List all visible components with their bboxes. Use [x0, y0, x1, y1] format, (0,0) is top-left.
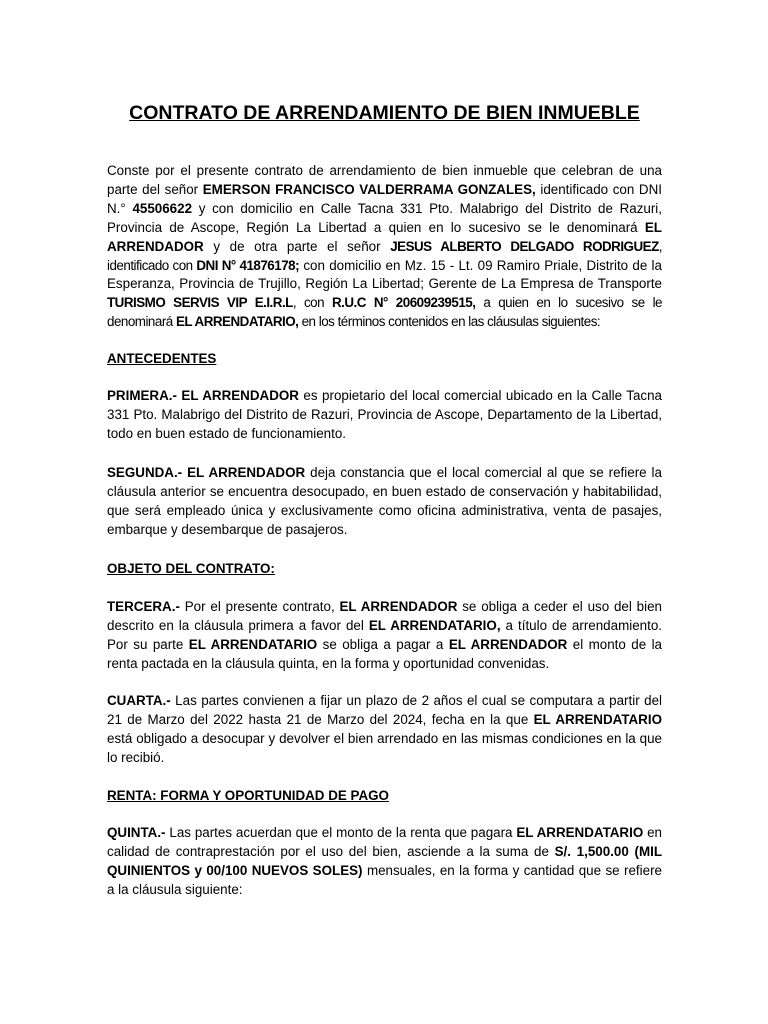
clause-segunda-label: SEGUNDA.- EL ARRENDADOR [107, 465, 306, 480]
heading-antecedentes: ANTECEDENTES [107, 351, 217, 366]
rent-amount: S/. 1,500.00 (MIL QUINIENTOS y 00/100 NUEVOS SOLES) [107, 843, 663, 878]
company-name: TURISMO SERVIS VIP E.I.R.L [107, 295, 293, 311]
clause-cuarta-text-2: está obligado a desocupar y devolver el bien arrendado en las mismas condiciones en la que lo recibió. [107, 730, 662, 765]
clause-quinta-text-2: en calidad de contraprestación por el uso del bien, asciende a la suma de [107, 825, 662, 859]
intro-text-3: y con domicilio en Calle Tacna 331 Pto. Malabrigo del Distrito de Razuri, Provincia de Ascope, Región La Libertad a quien en lo sucesivo se le denominará [107, 200, 662, 235]
intro-text-9: en los términos contenidos en las cláusulas siguientes: [298, 314, 601, 330]
intro-text-8: a quien en lo sucesivo se le denominará [107, 295, 662, 330]
intro-text-6: con domicilio en Mz. 15 - Lt. 09 Ramiro Priale, Distrito de la Esperanza, Provincia de Trujillo, Región La Libertad; Gerente de La Empresa de Transporte [107, 257, 662, 292]
intro-paragraph [107, 162, 662, 332]
intro-text-4: y de otra parte el señor [203, 238, 391, 254]
landlord-role: EL ARRENDADOR [107, 219, 662, 254]
intro-text-1: Conste por el presente contrato de arrendamiento de bien inmueble que celebran de una parte del señor [107, 163, 662, 197]
tenant-name: JESUS ALBERTO DELGADO RODRIGUEZ [390, 238, 659, 254]
tenant-dni: DNI N° 41876178; [196, 257, 300, 273]
clause-cuarta-text-1: Las partes convienen a fijar un plazo de 2 años el cual se computara a partir del 21 de Marzo del 2022 hasta 21 de Marzo del 2024, fecha en la que [107, 693, 662, 727]
clause-tercera-party-4: EL ARRENDADOR [448, 636, 568, 652]
clause-quinta [107, 824, 662, 900]
clause-primera-text: es propietario del local comercial ubicado en la Calle Tacna 331 Pto. Malabrigo del Distrito de Razuri, Provincia de Ascope, Departamento de la Libertad, todo en buen estado de funcionamiento. [107, 388, 662, 441]
clause-tercera-text-2: se obliga a ceder el uso del bien descrito en la cláusula primera a favor del [107, 599, 662, 633]
clause-tercera-text-1: Por el presente contrato, [179, 599, 340, 614]
clause-cuarta-party: EL ARRENDATARIO [533, 711, 662, 727]
clause-tercera-party-3: EL ARRENDATARIO [188, 636, 318, 652]
clause-segunda [107, 464, 662, 540]
clause-quinta-label: QUINTA.- [107, 825, 166, 840]
intro-text-7: , con [292, 295, 332, 311]
clause-cuarta-label: CUARTA.- [107, 693, 171, 708]
clause-tercera [107, 598, 662, 674]
clause-tercera-party-1: EL ARRENDADOR [339, 599, 458, 614]
clause-primera-label: PRIMERA.- EL ARRENDADOR [107, 388, 299, 403]
landlord-name: EMERSON FRANCISCO VALDERRAMA GONZALES, [202, 181, 536, 197]
clause-quinta-text-3: mensuales, en la forma y cantidad que se refiere a la cláusula siguiente: [107, 862, 662, 897]
clause-tercera-party-2: EL ARRENDATARIO, [368, 617, 501, 633]
clause-primera [107, 387, 662, 444]
clause-segunda-text: deja constancia que el local comercial al que se refiere la cláusula anterior se encuentra desocupado, en buen estado de conservación y habitabilidad, que será empleado única y exclusivamente como oficina administrativa, venta de pasajes, embarque y desembarque de pasajeros. [107, 465, 662, 537]
clause-tercera-text-4: se obliga a pagar a [317, 636, 449, 652]
intro-text-5: , identificado con [107, 238, 662, 273]
intro-text-2: identificado con DNI N.° [107, 181, 662, 216]
heading-renta: RENTA: FORMA Y OPORTUNIDAD DE PAGO [107, 788, 389, 803]
clause-tercera-text-3: a título de arrendamiento. Por su parte [107, 617, 662, 652]
landlord-dni: 45506622 [132, 200, 193, 216]
tenant-role: EL ARRENDATARIO, [175, 314, 299, 330]
clause-tercera-label: TERCERA.- [107, 599, 180, 614]
clause-quinta-party: EL ARRENDATARIO [516, 825, 644, 840]
company-ruc: R.U.C N° 20609239515, [332, 295, 476, 311]
heading-objeto: OBJETO DEL CONTRATO: [107, 561, 275, 576]
clause-quinta-text-1: Las partes acuerdan que el monto de la renta que pagara [165, 825, 517, 840]
document-title: CONTRATO DE ARRENDAMIENTO DE BIEN INMUEBLE [129, 102, 640, 124]
clause-tercera-text-5: el monto de la renta pactada en la cláusula quinta, en la forma y oportunidad convenidas. [107, 636, 662, 671]
clause-cuarta [107, 692, 662, 768]
